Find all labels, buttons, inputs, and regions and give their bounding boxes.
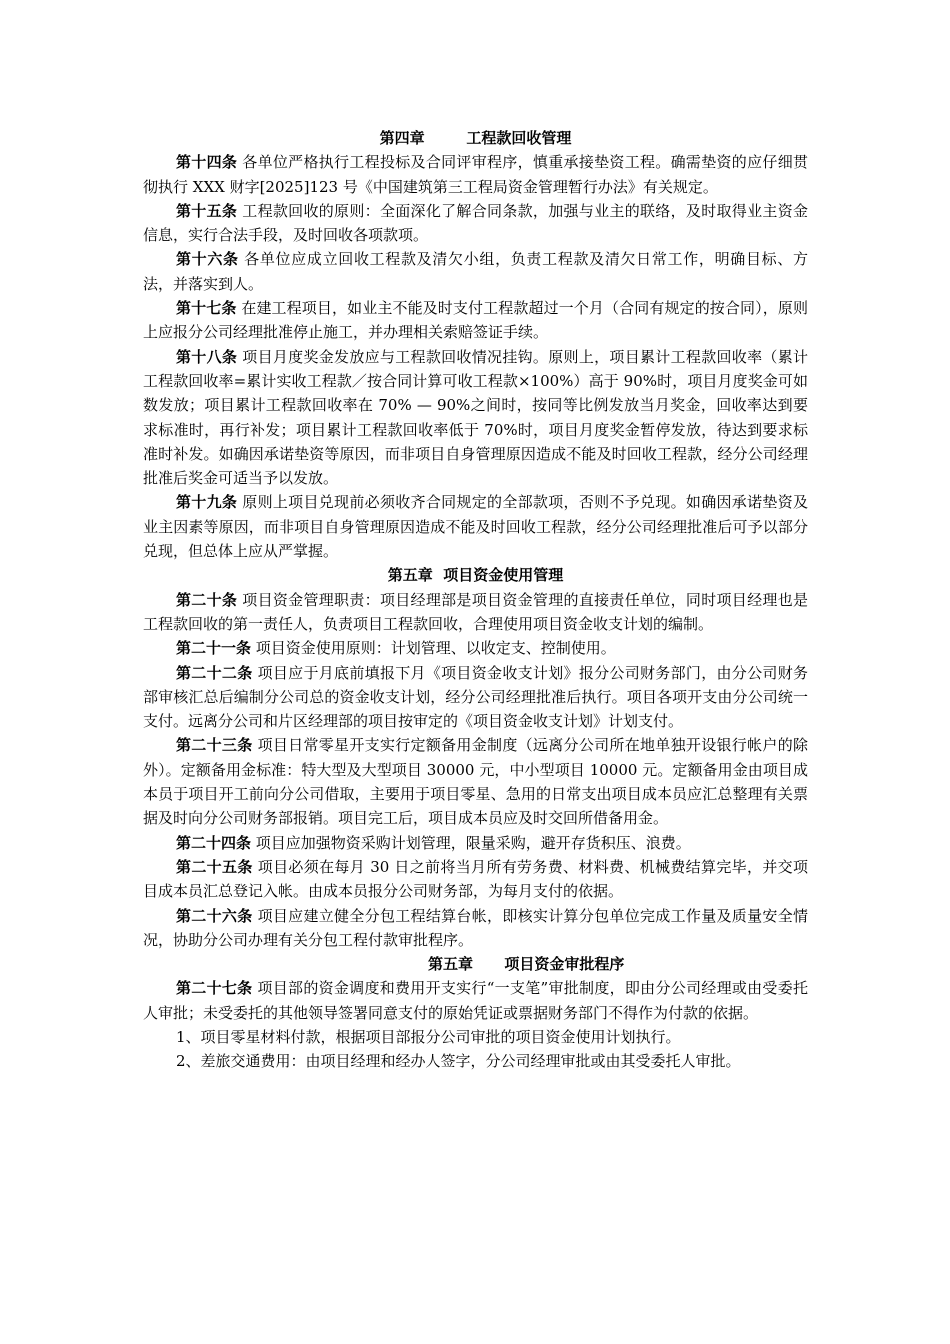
article-number: 第十七条 — [176, 299, 237, 318]
chapter-heading: 第五章 项目资金使用管理 — [387, 566, 564, 585]
article-paragraph — [143, 831, 808, 855]
article-text: 2、差旅交通费用：由项目经理和经办人签字，分公司经理审批或由其受委托人审批。 — [176, 1052, 741, 1071]
article-number: 第十五条 — [176, 201, 238, 220]
article-text: 项目资金使用原则：计划管理、以收定支、控制使用。 — [251, 639, 616, 658]
article-text: 各单位应成立回收工程款及清欠小组，负责工程款及清欠日常工作，明确目标、方法，并落实到人。 — [143, 250, 808, 293]
article-number: 第二十五条 — [176, 857, 253, 876]
article-text: 项目应加强物资采购计划管理，限量采购，避开存货积压、浪费。 — [251, 833, 691, 852]
article-number: 第二十三条 — [176, 736, 253, 755]
article-number: 第二十七条 — [176, 979, 253, 998]
list-item — [143, 1049, 808, 1073]
article-paragraph — [143, 636, 808, 660]
article-paragraph — [143, 904, 808, 953]
article-text: 工程款回收的原则：全面深化了解合同条款，加强与业主的联络，及时取得业主资金信息，实行合法手段，及时回收各项款项。 — [143, 201, 808, 245]
article-text: 项目必须在每月 30 日之前将当月所有劳务费、材料费、机械费结算完毕，并交项目成本员汇总登记入帐。由成本员报分公司财务部，为每月支付的依据。 — [143, 857, 808, 901]
article-paragraph — [143, 976, 808, 1025]
article-text: 项目日常零星开支实行定额备用金制度（远离分公司所在地单独开设银行帐户的除外）。定额备用金标准：特大型及大型项目 30000 元，中小型项目 10000 元。定额备用金由项目成本员于项目开工前向分公司借取，主要用于项目零星、急用的日常支出项目成本员应汇总整理有关票据及时向分公司财务部报销。项目完工后，项目成本员应及时交回所借备用金。 — [143, 736, 808, 828]
article-paragraph — [143, 733, 808, 830]
article-text: 1、项目零星材料付款，根据项目部报分公司审批的项目资金使用计划执行。 — [176, 1027, 681, 1046]
article-number: 第十九条 — [176, 493, 238, 512]
article-paragraph — [143, 199, 808, 248]
list-item — [143, 1025, 808, 1049]
article-number: 第十八条 — [176, 347, 238, 366]
document-body — [143, 126, 808, 1074]
article-text: 项目资金管理职责：项目经理部是项目资金管理的直接责任单位，同时项目经理也是工程款回收的第一责任人，负责项目工程款回收，合理使用项目资金收支计划的编制。 — [143, 590, 808, 633]
article-number: 第二十四条 — [176, 833, 252, 852]
article-number: 第二十条 — [176, 590, 238, 609]
article-text: 在建工程项目，如业主不能及时支付工程款超过一个月（合同有规定的按合同），原则上应报分公司经理批准停止施工，并办理相关索赔签证手续。 — [143, 299, 808, 342]
article-paragraph — [143, 855, 808, 904]
article-text: 项目应于月底前填报下月《项目资金收支计划》报分公司财务部门，由分公司财务部审核汇总后编制分公司总的资金收支计划，经分公司经理批准后执行。项目各项开支由分公司统一支付。远离分公司和片区经理部的项目按审定的《项目资金收支计划》计划支付。 — [143, 663, 808, 731]
article-number: 第十四条 — [176, 153, 238, 172]
article-paragraph — [143, 150, 808, 199]
article-text: 项目部的资金调度和费用开支实行“一支笔”审批制度，即由分公司经理或由受委托人审批；未受委托的其他领导签署同意支付的原始凭证或票据财务部门不得作为付款的依据。 — [143, 979, 808, 1022]
chapter-heading: 第四章 工程款回收管理 — [379, 129, 572, 147]
article-text: 原则上项目兑现前必须收齐合同规定的全部款项，否则不予兑现。如确因承诺垫资及业主因素等原因，而非项目自身管理原因造成不能及时回收工程款，经分公司经理批准后可予以部分兑现，但总体上应从严掌握。 — [143, 493, 808, 561]
article-text: 项目应建立健全分包工程结算台帐，即核实计算分包单位完成工作量及质量安全情况，协助分公司办理有关分包工程付款审批程序。 — [143, 906, 808, 949]
chapter-heading: 第五章 项目资金审批程序 — [428, 955, 625, 974]
article-paragraph — [143, 661, 808, 734]
article-number: 第二十二条 — [176, 663, 253, 682]
article-text: 项目月度奖金发放应与工程款回收情况挂钩。原则上，项目累计工程款回收率（累计工程款回收率=累计实收工程款／按合同计算可收工程款×100%）高于 90%时，项目月度奖金可如数发放；项目累计工程款回收率在 70% — 90%之间时，按同等比例发放当月奖金，回收率达到要求标准时，再行补发；项目累计工程款回收率低于 70%时，项目月度奖金暂停发放，待达到要求标准时补发。如确因承诺垫资等原因，而非项目自身管理原因造成不能及时回收工程款，经分公司经理批准后奖金可适当予以发放。 — [143, 347, 808, 488]
article-text: 各单位严格执行工程投标及合同评审程序，慎重承接垫资工程。确需垫资的应仔细贯彻执行 XXX 财字[2025]123 号《中国建筑第三工程局资金管理暂行办法》有关规定。 — [143, 153, 808, 196]
article-number: 第十六条 — [176, 250, 239, 269]
article-paragraph — [143, 296, 808, 345]
article-paragraph — [143, 588, 808, 637]
article-paragraph — [143, 345, 808, 491]
article-paragraph — [143, 247, 808, 296]
article-number: 第二十一条 — [176, 639, 252, 658]
article-number: 第二十六条 — [176, 906, 253, 925]
article-paragraph — [143, 490, 808, 563]
